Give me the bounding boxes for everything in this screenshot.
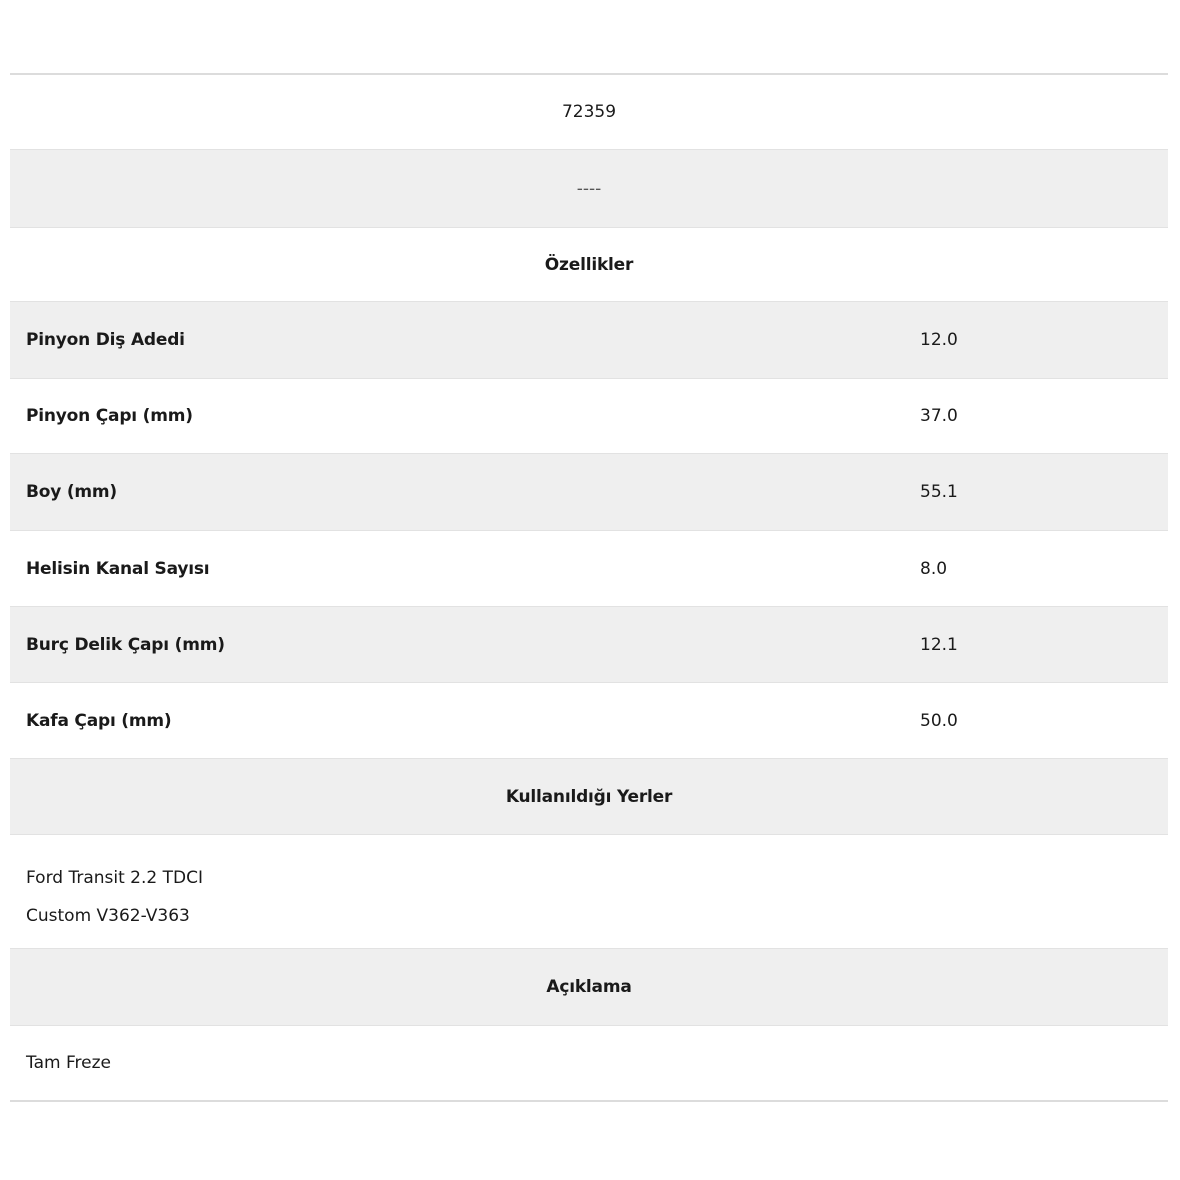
description-row [10,1026,1168,1102]
spec-label: Kafa Çapı (mm) [26,710,172,731]
usage-header-row [10,759,1168,835]
usage-item: Ford Transit 2.2 TDCI [26,868,203,888]
spec-label: Boy (mm) [26,482,118,502]
spec-value: 37.0 [920,406,958,426]
spec-row [10,379,1168,454]
spec-value: 12.0 [920,330,958,350]
spec-row [10,302,1168,379]
spec-label: Pinyon Diş Adedi [26,330,185,350]
spec-label: Pinyon Çapı (mm) [26,406,193,426]
spec-label: Burç Delik Çapı (mm) [26,634,225,655]
spec-row [10,607,1168,683]
spec-row [10,531,1168,607]
product-code: 72359 [561,102,617,122]
description-text: Tam Freze [26,1053,111,1073]
placeholder-dashes: ---- [576,178,602,199]
features-header-row [10,228,1168,302]
description-title: Açıklama [546,977,632,997]
product-code-row [10,75,1168,150]
spec-row [10,683,1168,759]
spec-value: 55.1 [920,482,958,502]
description-header-row [10,949,1168,1026]
usage-item: Custom V362-V363 [26,906,190,926]
usage-row [10,835,1168,949]
usage-title: Kullanıldığı Yerler [505,786,673,807]
placeholder-row [10,150,1168,228]
spec-value: 12.1 [920,634,958,655]
spec-table [10,73,1168,1102]
spec-row [10,454,1168,531]
spec-value: 50.0 [920,710,958,731]
features-title: Özellikler [544,254,634,275]
spec-label: Helisin Kanal Sayısı [26,558,210,579]
spec-value: 8.0 [920,558,948,579]
